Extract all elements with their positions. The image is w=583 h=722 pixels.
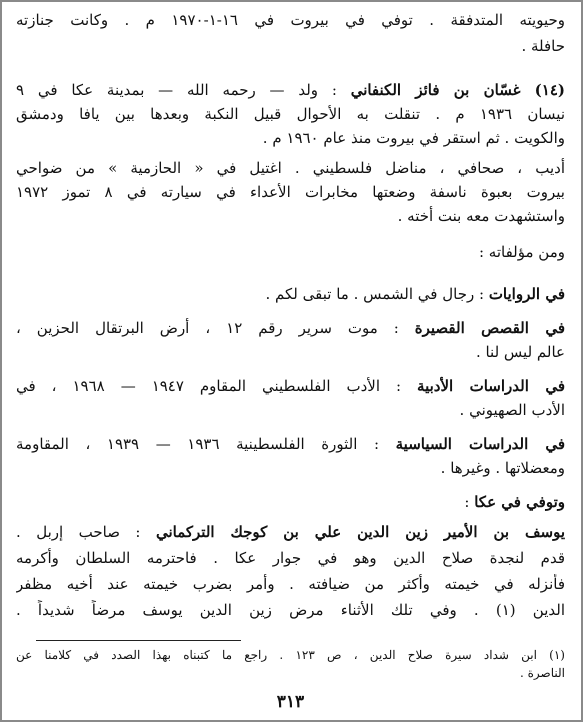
text-line: حافلة . — [521, 37, 565, 55]
entry-heading-line: يوسف بن الأمير زين الدين علي بن كوجك التركماني : صاحب إربل . — [16, 523, 565, 541]
works-political-line: في الدراسات السياسية : الثورة الفلسطينية ١٩٣٦ — ١٩٣٩ ، المقاومة — [16, 435, 565, 453]
text-line: وحيويته المتدفقة . توفي في بيروت في ١٦-١-١٩٧٠ م . وكانت جنازته — [16, 11, 565, 29]
text-line: أديب ، صحافي ، مناضل فلسطيني . اغتيل في « الحازمية » من ضواحي — [16, 159, 565, 177]
text-line: الدين (١) . وفي تلك الأثناء مرض زين الدين يوسف مرضاً شديداً . — [16, 601, 565, 619]
section-label: في الدراسات الأدبية — [417, 377, 565, 395]
works-literary-line: في الدراسات الأدبية : الأدب الفلسطيني المقاوم ١٩٤٧ — ١٩٦٨ ، في — [16, 377, 565, 395]
works-novels-line: في الروايات : رجال في الشمس . ما تبقى لكم . — [265, 285, 565, 303]
text-line: ومعضلاتها . وغيرها . — [440, 459, 565, 477]
entry-heading: يوسف بن الأمير زين الدين علي بن كوجك التركماني — [155, 523, 565, 541]
text-line: ومن مؤلفاته : — [478, 243, 565, 261]
entry-heading-line: (١٤) غسّان بن فائز الكنفاني : ولد — رحمه الله — بمدينة عكا في ٩ — [16, 81, 565, 99]
footnote-divider — [36, 640, 241, 641]
page-number: ٣١٣ — [276, 692, 305, 712]
works-stories-line: في القصص القصيرة : موت سرير رقم ١٢ ، أرض البرتقال الحزين ، — [16, 319, 565, 337]
footnote-line: الناصرة . — [520, 666, 565, 680]
subsection-heading-line: وتوفي في عكا : — [464, 493, 565, 511]
text-line: نيسان ١٩٣٦ م . تنقلت به الأحوال قبيل النكبة وبعدها بين يافا ودمشق — [16, 105, 565, 123]
text-line: قدم لنجدة صلاح الدين وهو في جوار عكا . فاحترمه السلطان وأكرمه — [16, 549, 565, 567]
text-line: الأدب الصهيوني . — [459, 401, 565, 419]
section-label: في القصص القصيرة — [414, 319, 565, 337]
footnote-line: (١) ابن شداد سيرة صلاح الدين ، ص ١٢٣ . راجع ما كتبناه بهذا الصدد في كلامنا عن — [16, 648, 565, 662]
text-line: فأنزله في خيمته وأكثر من ضيافته . وأمر بضرب خيمته عند أخيه مظفر — [16, 575, 565, 593]
subsection-heading: وتوفي في عكا — [474, 493, 565, 511]
text-line: عالم ليس لنا . — [475, 343, 565, 361]
section-label: في الروايات — [488, 285, 565, 303]
text-line: واستشهدت معه بنت أخته . — [397, 207, 565, 225]
text-line: بيروت بعبوة ناسفة وضعتها مخابرات الأعداء في سيارته في ٨ تموز ١٩٧٢ — [16, 183, 565, 201]
text-line: والكويت . ثم استقر في بيروت منذ عام ١٩٦٠ م . — [262, 129, 565, 147]
entry-heading: (١٤) غسّان بن فائز الكنفاني — [350, 81, 565, 99]
section-label: في الدراسات السياسية — [395, 435, 565, 453]
